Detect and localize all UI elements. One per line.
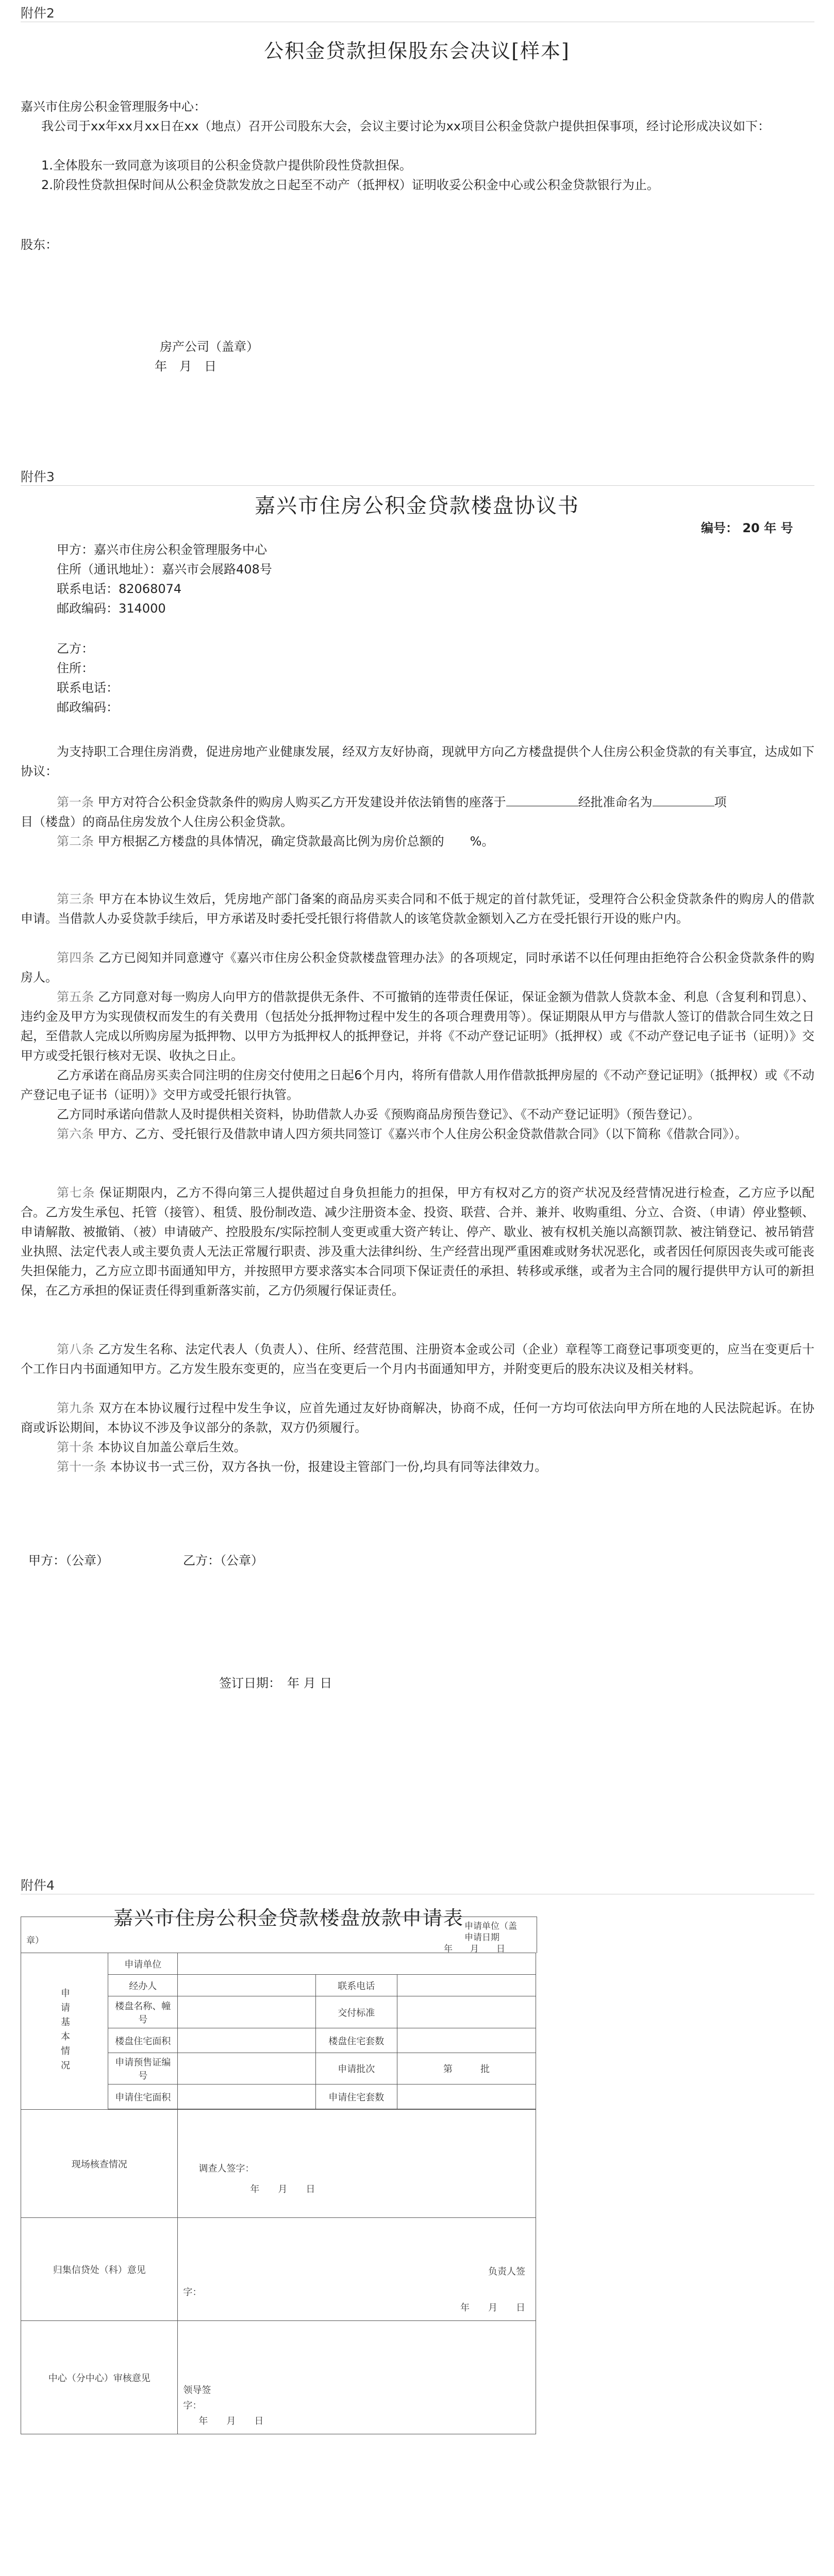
a3-article-4 (21, 948, 814, 987)
responsible-sign: 负责人签 (488, 2266, 525, 2277)
investigator-sign: 调查人签字： (198, 2163, 255, 2174)
apply-area-label: 申请住宅面积 (108, 2084, 178, 2109)
leader-sign-char: 字： (183, 2400, 202, 2411)
a3-article-5 (21, 987, 814, 1065)
apply-date-label: 申请日期 (464, 1933, 499, 1943)
apply-count-value[interactable] (397, 2084, 536, 2109)
a3-sign-date: 签订日期： 年 月 日 (219, 1676, 332, 1690)
a3-article-7 (21, 1183, 814, 1300)
a3-zip-b: 邮政编码： (57, 700, 119, 715)
a3-title: 嘉兴市住房公积金贷款楼盘协议书 (255, 494, 579, 518)
handler-label: 经办人 (108, 1975, 178, 1996)
a3-article-10 (57, 1437, 246, 1457)
a3-address-b: 住所： (57, 661, 94, 675)
contact-phone-value[interactable] (397, 1975, 536, 1996)
basic-info-label: 申请基本情况 (21, 1953, 108, 2110)
a2-company-stamp: 房产公司（盖章） (160, 340, 259, 354)
presale-no-value[interactable] (178, 2053, 315, 2084)
attachment-4-label: 附件4 (21, 1878, 55, 1893)
handler-value[interactable] (178, 1975, 315, 1996)
divider (21, 485, 814, 486)
building-name-label: 楼盘名称、幢号 (108, 1996, 178, 2028)
a3-address-a: 住所（通讯地址）：嘉兴市会展路408号 (57, 562, 272, 577)
a2-date: 年 月 日 (155, 359, 216, 374)
article-8-text: 乙方发生名称、法定代表人（负责人）、住所、经营范围、注册资本金或公司（企业）章程等工商登记事项变更的，应当在变更后十个工作日内书面通知甲方。乙方发生股东变更的，应当在变更后一个月内书面通知甲方，并附变更后的股东决议及相关材料。 (21, 1342, 815, 1376)
article-2-text-b: %。 (470, 834, 494, 849)
house-count-value[interactable] (397, 2028, 536, 2053)
applicant-unit-label: 申请单位 (108, 1953, 178, 1975)
contact-phone-label: 联系电话 (315, 1975, 397, 1996)
a3-number: 编号： 20 年 号 (701, 521, 793, 535)
a3-article-8 (21, 1340, 814, 1379)
article-1-text-b: 经批准命名为 (578, 795, 653, 809)
article-label: 第二条 (57, 834, 94, 849)
a3-article-2 (57, 832, 494, 851)
a2-item-2: 2.阶段性贷款担保时间从公积金贷款发放之日起至不动产（抵押权）证明收妥公积金中心或公积金贷款银行为止。 (41, 178, 659, 192)
building-name-value[interactable] (178, 1996, 315, 2028)
branch-opinion-date: 年 月 日 (460, 2302, 525, 2313)
article-label: 第十一条 (57, 1460, 106, 1474)
apply-area-value[interactable] (178, 2084, 315, 2109)
a3-article-9 (21, 1398, 814, 1437)
a4-header-box (21, 1917, 537, 1953)
a2-shareholders: 股东： (21, 238, 58, 252)
article-10-text: 本协议自加盖公章后生效。 (97, 1440, 246, 1454)
a4-application-table (21, 1953, 536, 2434)
article-3-text: 甲方在本协议生效后，凭房地产部门备案的商品房买卖合同和不低于规定的首付款凭证，受理符合公积金贷款条件的购房人的借款申请。当借款人办妥贷款手续后，甲方承诺及时委托受托银行将借款人的该笔贷款金额划入乙方在受托银行开设的账户内。 (21, 892, 815, 926)
article-4-text: 乙方已阅知并同意遵守《嘉兴市住房公积金贷款楼盘管理办法》的各项规定，同时承诺不以任何理由拒绝符合公积金贷款条件的购房人。 (21, 951, 815, 985)
article-11-text: 本协议书一式三份，双方各执一份，报建设主管部门一份,均具有同等法律效力。 (110, 1460, 547, 1474)
a3-article-3 (21, 889, 814, 928)
article-9-text: 双方在本协议履行过程中发生争议，应首先通过友好协商解决，协商不成，任何一方均可依法向甲方所在地的人民法院起诉。在协商或诉讼期间，本协议不涉及争议部分的条款，双方仍须履行。 (21, 1401, 815, 1435)
a2-item-1: 1.全体股东一致同意为该项目的公积金贷款户提供阶段性贷款担保。 (41, 158, 412, 173)
a3-zip-a: 邮政编码：314000 (57, 601, 166, 616)
a2-addressee: 嘉兴市住房公积金管理服务中心： (21, 99, 206, 114)
a3-sign-party-a: 甲方：（公章） (28, 1553, 109, 1568)
a3-article-11 (57, 1457, 547, 1477)
attachment-3-label: 附件3 (21, 469, 55, 484)
apply-count-label: 申请住宅套数 (315, 2084, 397, 2109)
batch-label: 申请批次 (315, 2053, 397, 2084)
site-check-cell[interactable] (178, 2110, 536, 2218)
delivery-standard-label: 交付标准 (315, 1996, 397, 2028)
stamp-unit: 申请单位（盖 (464, 1921, 517, 1931)
article-label: 第七条 (57, 1185, 95, 1200)
responsible-sign-char: 字： (183, 2287, 202, 2298)
investigator-date: 年 月 日 (250, 2184, 315, 2195)
article-2-text-a: 甲方根据乙方楼盘的具体情况，确定贷款最高比例为房价总额的 (97, 834, 444, 849)
house-count-label: 楼盘住宅套数 (315, 2028, 397, 2053)
a3-phone-a: 联系电话：82068074 (57, 582, 182, 596)
blank-project-name (653, 794, 714, 806)
center-opinion-cell[interactable] (178, 2321, 536, 2434)
applicant-unit-value[interactable] (178, 1953, 536, 1975)
batch-value[interactable]: 第 批 (397, 2053, 536, 2084)
branch-opinion-label: 归集信贷处（科）意见 (21, 2218, 178, 2321)
a3-article-1-cont: 目（楼盘）的商品住房发放个人住房公积金贷款。 (21, 815, 293, 829)
article-label: 第四条 (57, 951, 95, 965)
presale-no-label: 申请预售证编号 (108, 2053, 178, 2084)
a2-intro: 我公司于xx年xx月xx日在xx（地点）召开公司股东大会，会议主要讨论为xx项目公积金贷款户提供担保事项，经讨论形成决议如下： (41, 119, 771, 133)
a3-sign-party-b: 乙方：（公章） (183, 1553, 263, 1568)
floor-area-label: 楼盘住宅面积 (108, 2028, 178, 2053)
article-label: 第五条 (57, 990, 94, 1004)
apply-date-ymd: 年 月 日 (444, 1944, 505, 1954)
article-label: 第一条 (57, 795, 94, 809)
stamp-unit-cont: 章） (26, 1936, 44, 1946)
article-1-text-a: 甲方对符合公积金贷款条件的购房人购买乙方开发建设并依法销售的座落于 (97, 795, 506, 809)
a3-phone-b: 联系电话： (57, 681, 119, 695)
article-label: 第六条 (57, 1127, 94, 1141)
leader-sign: 领导签 (183, 2385, 211, 2396)
attachment-2-label: 附件2 (21, 6, 55, 21)
article-label: 第九条 (57, 1401, 95, 1415)
article-label: 第八条 (57, 1342, 94, 1357)
article-label: 第三条 (57, 892, 95, 906)
blank-location (506, 794, 578, 806)
a3-party-a: 甲方：嘉兴市住房公积金管理服务中心 (57, 543, 267, 557)
a3-article-5-p3: 乙方同时承诺向借款人及时提供相关资料，协助借款人办妥《预购商品房预告登记》、《不动产登记证明》（预告登记）。 (57, 1107, 700, 1122)
article-1-text-c: 项 (714, 795, 727, 809)
article-5-text: 乙方同意对每一购房人向甲方的借款提供无条件、不可撤销的连带责任保证，保证金额为借款人贷款本金、利息（含复利和罚息）、违约金及甲方为实现债权而发生的有关费用（包括处分抵押物过程中发生的各项合理费用等）。保证期限从甲方与借款人签订的借款合同生效之日起，至借款人完成以所购房屋为抵押物、以甲方为抵押权人的抵押登记，并将《不动产登记证明》（抵押权）或《不动产登记电子证书（证明）》交甲方或受托银行核对无误、收执之日止。 (21, 990, 815, 1063)
a3-article-6 (21, 1124, 814, 1144)
site-check-label: 现场核查情况 (21, 2110, 178, 2218)
center-opinion-date: 年 月 日 (198, 2416, 264, 2427)
floor-area-value[interactable] (178, 2028, 315, 2053)
a3-party-b: 乙方： (57, 641, 94, 656)
center-opinion-label: 中心（分中心）审核意见 (21, 2321, 178, 2434)
branch-opinion-cell[interactable] (178, 2218, 536, 2321)
article-label: 第十条 (57, 1440, 94, 1454)
article-6-text: 甲方、乙方、受托银行及借款申请人四方须共同签订《嘉兴市个人住房公积金贷款借款合同》（以下简称《借款合同》）。 (97, 1127, 747, 1141)
article-7-text: 保证期限内，乙方不得向第三人提供超过自身负担能力的担保，甲方有权对乙方的资产状况及经营情况进行检查，乙方应予以配合。乙方发生承包、托管（接管）、租赁、股份制改造、减少注册资本金、投资、联营、合并、兼并、收购重组、分立、合资、（申请）停业整顿、申请解散、被撤销、（被）申请破产、控股股东/实际控制人变更或重大资产转让、停产、歇业、被有权机关施以高额罚款、被注销登记、被吊销营业执照、法定代表人或主要负责人无法正常履行职责、涉及重大法律纠纷、生产经营出现严重困难或财务状况恶化，或者因任何原因丧失或可能丧失担保能力，乙方应立即书面通知甲方，并按照甲方要求落实本合同项下保证责任的承担、转移或承继，或者为主合同的履行提供甲方认可的新担保，在乙方承担的保证责任得到重新落实前，乙方仍须履行保证责任。 (21, 1185, 814, 1298)
a4-title: 嘉兴市住房公积金贷款楼盘放款申请表 (113, 1907, 464, 1929)
a3-article-1 (57, 792, 727, 812)
a3-preamble: 为支持职工合理住房消费，促进房地产业健康发展，经双方友好协商，现就甲方向乙方楼盘提供个人住房公积金贷款的有关事宜，达成如下协议： (21, 744, 814, 778)
delivery-standard-value[interactable] (397, 1996, 536, 2028)
a2-title: 公积金贷款担保股东会决议[样本] (264, 40, 570, 62)
a3-article-5-p2: 乙方承诺在商品房买卖合同注明的住房交付使用之日起6个月内，将所有借款人用作借款抵押房屋的《不动产登记证明》（抵押权）或《不动产登记电子证书（证明）》交甲方或受托银行执管。 (21, 1068, 814, 1102)
